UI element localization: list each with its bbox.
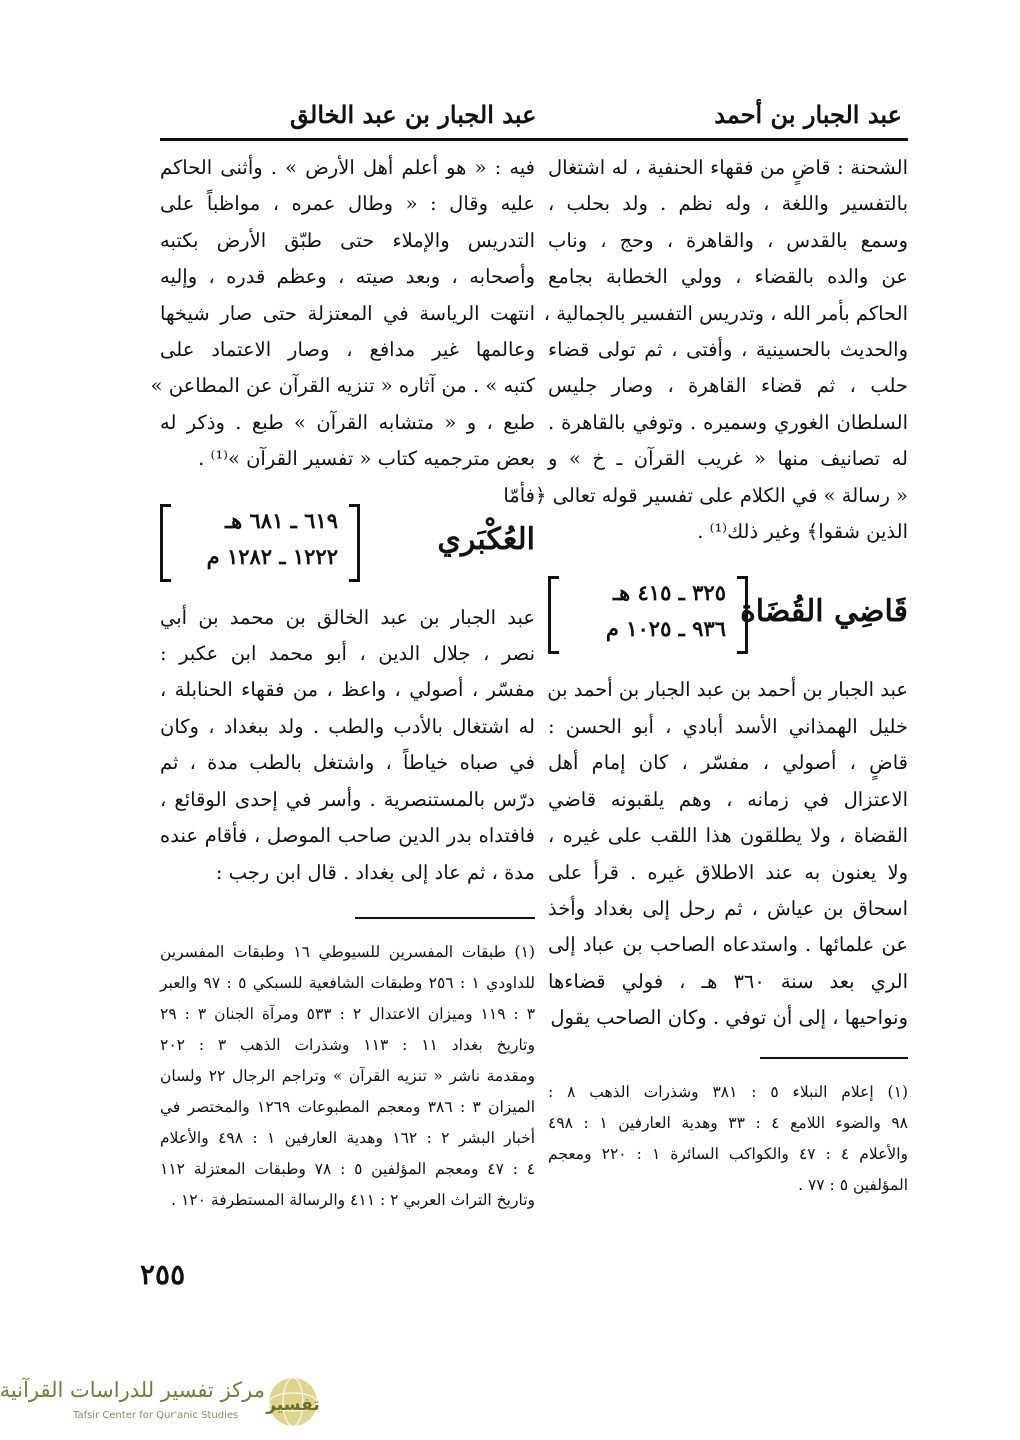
text-line: فيه : « هو أعلم أهل الأرض » . وأثنى الحاكم — [160, 156, 535, 179]
footnote-rule — [760, 1057, 908, 1059]
entry-dates — [160, 500, 360, 586]
text-line: ٣ : ١١٩ وميزان الاعتدال ٢ : ٥٣٣ ومرآة الجنان ٣ : ٢٩ — [160, 1004, 536, 1023]
text-line: الحاكم بأمر الله ، وتدريس التفسير بالجمالية ، — [543, 301, 908, 325]
text-line: في صباه خياطاً ، واشتغل بالطب مدة ، ثم — [160, 751, 535, 775]
text-line: وعالمها غير مدافع ، وصار الاعتماد على — [160, 338, 535, 362]
text-line: الري بعد سنة ٣٦٠ هـ ، فولي قضاءها — [548, 969, 908, 993]
left-intro-paragraph — [150, 150, 535, 478]
text-line: عبد الجبار بن عبد الخالق بن محمد بن أبي — [160, 605, 535, 629]
text-line: السلطان الغوري وسميره . وتوفي بالقاهرة . — [548, 410, 908, 434]
text-line: عن علمائها . واستدعاه الصاحب بن عباد إلى — [548, 933, 908, 957]
text-line: المؤلفين ٥ : ٧٧ . — [798, 1175, 908, 1194]
text-line: (١) طبقات المفسرين للسيوطي ١٦ وطبقات المفسرين — [160, 942, 535, 961]
text-line: ونواحيها ، إلى أن توفي . وكان الصاحب يقول — [550, 1006, 908, 1030]
bracket-right — [737, 576, 748, 654]
entry-heading-qadi — [548, 572, 908, 662]
text-line: الميزان ٣ : ٣٨٦ ومعجم المطبوعات ١٢٦٩ والمختصر في — [160, 1097, 535, 1116]
text-line: التدريس والإملاء حتى طبّق الأرض بكتبه — [160, 228, 535, 252]
dates-hijri: ٦١٩ ـ ٦٨١ هـ — [224, 507, 338, 533]
text-line: (١) إعلام النبلاء ٥ : ٣٨١ وشذرات الذهب ٨ : — [548, 1082, 908, 1101]
text-line: وتاريخ بغداد ١١ : ١١٣ وشذرات الذهب ٣ : ٢٠٢ — [160, 1035, 535, 1054]
bracket-left — [548, 576, 559, 654]
right-footnote — [548, 1077, 908, 1201]
text-line: ومقدمة ناشر « تنزيه القرآن » وتراجم الرجال ٢٢ ولسان — [160, 1066, 535, 1085]
text-line: ولا يعنون به عند الاطلاق غيره . قرأ على — [548, 860, 908, 884]
right-column — [503, 150, 909, 1201]
entry-heading-ukbari — [160, 500, 535, 590]
text-line: بعض مترجميه كتاب « تفسير القرآن »⁽¹⁾ . — [198, 447, 535, 471]
logo-english-text: Tafsir Center for Qur'anic Studies — [73, 1410, 239, 1421]
text-line: وأصحابه ، وبعد صيته ، وعظم قدره ، وإليه — [160, 265, 535, 289]
header-right-title: عبد الجبار بن أحمد — [714, 100, 902, 129]
text-line: وسمع بالقدس ، والقاهرة ، وحج ، وناب — [548, 228, 908, 252]
text-line: له تصانيف منها « غريب القرآن ـ خ » و — [548, 447, 908, 471]
page-number: ٢٥٥ — [140, 1258, 186, 1291]
text-line: عبد الجبار بن أحمد بن عبد الجبار بن أحمد بن — [547, 678, 908, 702]
entry-name: العُكْبَري — [437, 521, 535, 557]
globe-icon — [263, 1374, 323, 1430]
text-line: الذين شقوا﴾ وغير ذلك⁽¹⁾ . — [697, 520, 908, 544]
entry-dates — [548, 572, 748, 658]
text-line: ٤ : ٤٧ ومعجم المؤلفين ٥ : ٧٨ وطبقات المعتزلة ١١٢ — [160, 1159, 536, 1178]
text-line: درّس بالمستنصرية . وأسر في إحدى الوقائع ، — [160, 787, 535, 811]
running-header — [45, 94, 1020, 136]
text-line: مدة ، ثم عاد إلى بغداد . قال ابن رجب : — [215, 860, 535, 884]
text-line: قاضٍ ، أصولي ، مفسّر ، كان إمام أهل — [548, 751, 908, 775]
text-line: له اشتغال بالأدب والطب . ولد ببغداد ، وكان — [160, 714, 535, 738]
text-line: فافتداه بدر الدين صاحب الموصل ، فأقام عنده — [160, 824, 535, 848]
text-line: والأعلام ٤ : ٤٧ والكواكب السائرة ١ : ٢٢٠ ومعجم — [548, 1144, 909, 1163]
bracket-left — [160, 504, 171, 582]
left-column — [150, 150, 536, 1216]
text-line: للداودي ١ : ٢٥٦ وطبقات الشافعية للسبكي ٥ : ٩٧ والعبر — [160, 973, 535, 992]
text-line: « رسالة » في الكلام على تفسير قوله تعالى ﴿فأمّا — [503, 483, 908, 507]
header-left-title: عبد الجبار بن عبد الخالق — [290, 100, 537, 129]
header-rule — [160, 138, 908, 141]
text-line: الشحنة : قاضٍ من فقهاء الحنفية ، له اشتغال — [548, 156, 908, 179]
text-line: انتهت الرياسة في المعتزلة حتى صار شيخها — [160, 301, 535, 325]
footnote-rule — [355, 917, 535, 919]
text-line: طبع ، و « متشابه القرآن » طبع . وذكر له — [160, 410, 535, 434]
text-line: مفسّر ، أصولي ، واعظ ، من فقهاء الحنابلة ، — [160, 678, 535, 702]
text-line: كتبه » . من آثاره « تنزيه القرآن عن المطاعن » — [150, 374, 535, 398]
text-line: بالتفسير واللغة ، وله نظم . ولد بحلب ، — [548, 192, 908, 216]
text-line: الاعتزال في زمانه ، وهم يلقبونه قاضي — [548, 787, 908, 811]
text-line: اسحاق بن عياش ، ثم رحل إلى بغداد وأخذ — [548, 896, 908, 920]
text-line: حلب ، ثم قضاء القاهرة ، وصار جليس — [548, 374, 908, 398]
text-line: عليه وقال : « وطال عمره ، مواظباً على — [160, 192, 535, 216]
text-line: أخبار البشر ٢ : ١٦٢ وهدية العارفين ١ : ٤٩٨ والأعلام — [160, 1128, 536, 1147]
text-line: نصر ، جلال الدين ، أبو محمد ابن عكبر : — [160, 642, 535, 666]
text-line: القضاة ، ولا يطلقون هذا اللقب على غيره ، — [548, 824, 908, 848]
dates-gregorian: ٩٣٦ ـ ١٠٢٥ م — [605, 616, 726, 642]
text-line: والحديث بالحسينية ، وأفتى ، ثم تولى قضاء — [548, 338, 908, 362]
text-line: عن والده بالقضاء ، وولي الخطابة بجامع — [548, 265, 908, 289]
logo-arabic-text: مركز تفسير للدراسات القرآنية — [0, 1378, 265, 1402]
left-body-paragraph — [160, 600, 535, 891]
logo-mark: تفسير — [266, 1395, 320, 1415]
bracket-right — [349, 504, 360, 582]
dates-gregorian: ١٢٢٢ ـ ١٢٨٢ م — [206, 543, 338, 569]
text-line: خليل الهمذاني الأسد أبادي ، أبو الحسن : — [548, 714, 908, 738]
text-line: وتاريخ التراث العربي ٢ : ٤١١ والرسالة المستطرفة ١٢٠ . — [171, 1190, 535, 1209]
text-line: ٩٨ والضوء اللامع ٤ : ٣٣ وهدية العارفين ١ : ٤٩٨ — [548, 1113, 909, 1132]
dates-hijri: ٣٢٥ ـ ٤١٥ هـ — [612, 580, 726, 606]
left-footnote — [160, 937, 535, 1216]
right-intro-paragraph — [503, 150, 908, 550]
entry-name: قَاضِي القُضَاة — [740, 594, 908, 630]
publisher-logo — [0, 1372, 335, 1434]
right-body-paragraph — [548, 672, 908, 1036]
